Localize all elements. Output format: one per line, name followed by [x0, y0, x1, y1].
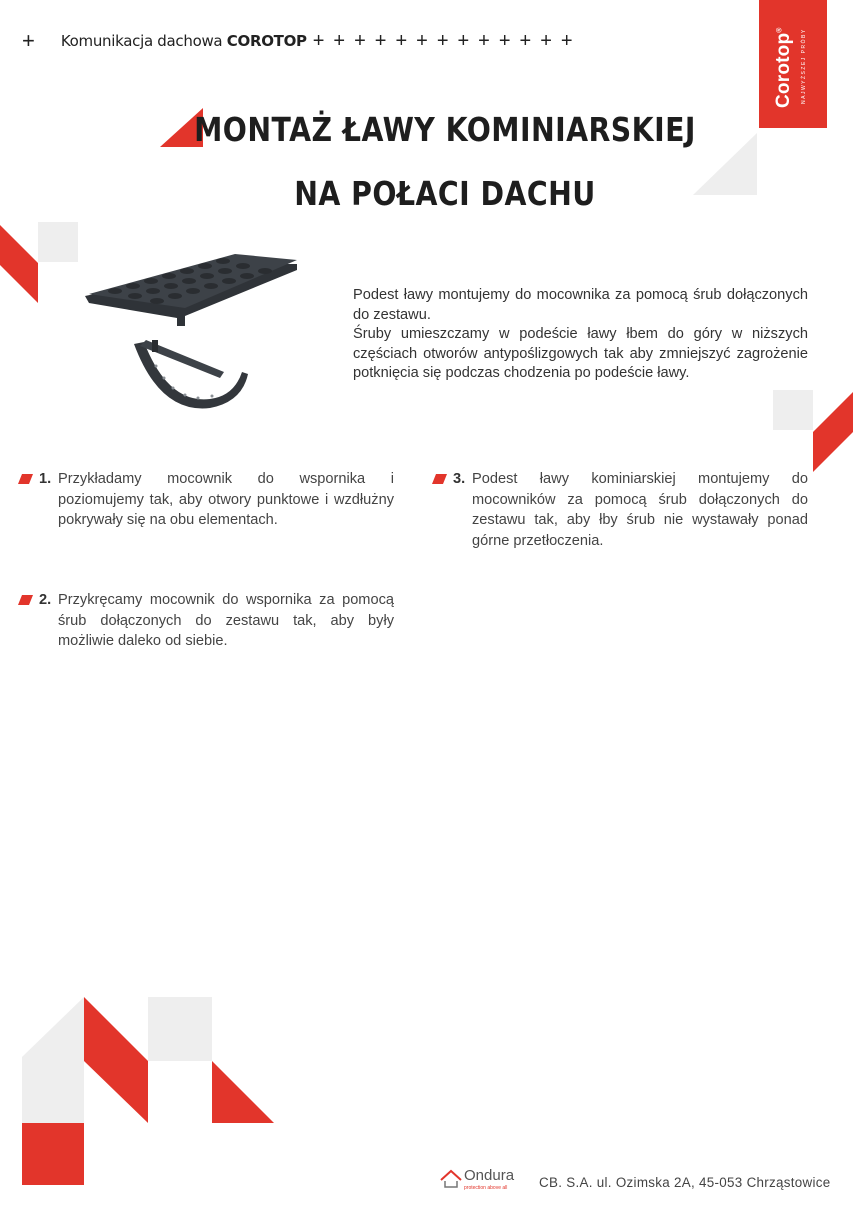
- step-3: [453, 469, 808, 551]
- left-gray-square: [38, 222, 78, 262]
- step-text: Podest ławy kominiarskiej montujemy do mocowników za pomocą śrub dołączonych do zestawu tak, aby łby śrub nie wystawały ponad górne przetłoczenia.: [472, 471, 808, 549]
- bottom-red-triangle: [212, 1061, 274, 1123]
- ondura-roof-icon: [440, 1168, 462, 1188]
- bottom-red-band-1: [84, 997, 148, 1123]
- corotop-logo-word: Corotop: [773, 32, 794, 108]
- page-title-line-1: MONTAŻ ŁAWY KOMINIARSKIEJ: [194, 110, 696, 149]
- header-plus-row: +++++++++++++: [312, 29, 582, 52]
- step-text: Przykręcamy mocownik do wspornika za pomocą śrub dołączonych do zestawu tak, aby były możliwie daleko od siebie.: [58, 592, 394, 649]
- ondura-tagline: protection above all: [464, 1185, 508, 1191]
- footer-address: CB. S.A. ul. Ozimska 2A, 45-053 Chrząstowice: [539, 1175, 831, 1190]
- step-number: 1.: [39, 471, 52, 487]
- page-title-line-2: NA POŁACI DACHU: [294, 174, 596, 213]
- bottom-red-square: [22, 1123, 84, 1185]
- mounting-bracket-image: [130, 336, 250, 416]
- right-red-band: [813, 392, 853, 472]
- left-red-band: [0, 225, 38, 303]
- top-right-gray-triangle: [693, 133, 757, 195]
- bottom-gray-square: [148, 997, 212, 1061]
- corotop-logo-reg: ®: [776, 27, 784, 33]
- red-parallelogram-bullet-icon: [432, 474, 447, 484]
- step-text: Przykładamy mocownik do wspornika i poziomujemy tak, aby otwory punktowe i wzdłużny pokrywały się na obu elementach.: [58, 471, 394, 528]
- bottom-gray-roof: [22, 997, 84, 1123]
- step-number: 3.: [453, 471, 466, 487]
- corotop-tagline: NAJWYŻSZEJ PRÓBY: [801, 28, 807, 104]
- red-parallelogram-bullet-icon: [18, 595, 33, 605]
- ondura-name: Ondura: [464, 1167, 515, 1184]
- step-1: [39, 469, 394, 531]
- header-label-brand: COROTOP: [226, 32, 307, 50]
- right-gray-square: [773, 390, 813, 430]
- step-number: 2.: [39, 592, 52, 608]
- step-2: [39, 590, 394, 652]
- plus-mark-left: +: [22, 28, 35, 53]
- header-label-prefix: Komunikacja dachowa: [60, 32, 227, 50]
- intro-text: [353, 286, 808, 384]
- bench-platform-image: [85, 238, 300, 328]
- intro-paragraph-1: Podest ławy montujemy do mocownika za pomocą śrub dołączonych do zestawu.: [353, 287, 808, 323]
- ondura-logo: [440, 1166, 535, 1194]
- red-parallelogram-bullet-icon: [18, 474, 33, 484]
- intro-paragraph-2: Śruby umieszczamy w podeście ławy łbem do góry w niższych częściach otworów antypoślizgowych tak aby zmniejszyć zagrożenie potknięcia się podczas chodzenia po podeście ławy.: [353, 326, 808, 381]
